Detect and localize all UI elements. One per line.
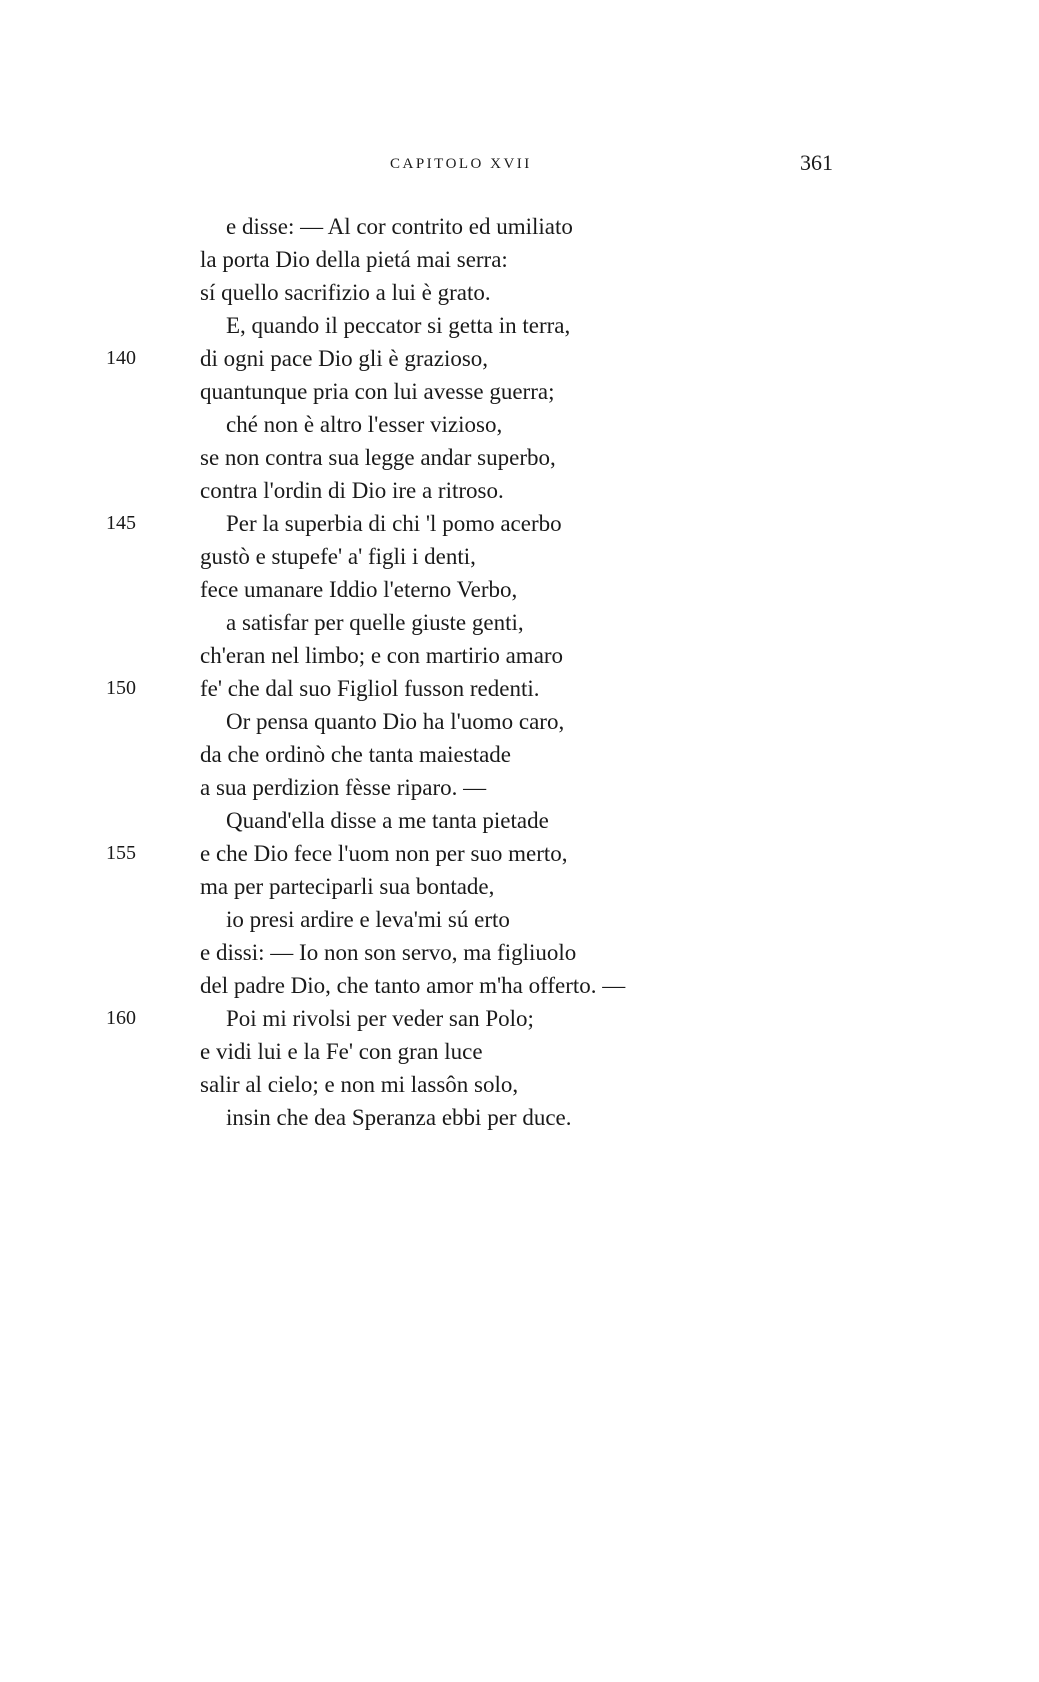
verse-text: gustò e stupefe' a' figli i denti, (200, 544, 476, 569)
verse-line (0, 309, 1039, 342)
verse-text: ché non è altro l'esser vizioso, (226, 412, 503, 437)
verse-line (0, 408, 1039, 441)
line-number: 145 (106, 512, 136, 534)
verse-text: da che ordinò che tanta maiestade (200, 742, 511, 767)
poem-text (0, 210, 1039, 1134)
verse-line (0, 672, 1039, 705)
verse-text: Per la superbia di chi 'l pomo acerbo (226, 511, 562, 536)
verse-text: Or pensa quanto Dio ha l'uomo caro, (226, 709, 565, 734)
line-number: 140 (106, 347, 136, 369)
verse-line (0, 606, 1039, 639)
verse-text: insin che dea Speranza ebbi per duce. (226, 1105, 572, 1130)
verse-line (0, 705, 1039, 738)
verse-line (0, 210, 1039, 243)
verse-line (0, 936, 1039, 969)
verse-line (0, 474, 1039, 507)
verse-line (0, 342, 1039, 375)
verse-line (0, 903, 1039, 936)
verse-text: ch'eran nel limbo; e con martirio amaro (200, 643, 564, 668)
line-number: 160 (106, 1007, 136, 1029)
verse-text: a sua perdizion fèsse riparo. — (200, 775, 487, 800)
verse-line (0, 771, 1039, 804)
verse-text: di ogni pace Dio gli è grazioso, (200, 346, 489, 371)
verse-line (0, 507, 1039, 540)
verse-text: e disse: — Al cor contrito ed umiliato (226, 214, 573, 239)
verse-text: quantunque pria con lui avesse guerra; (200, 379, 555, 404)
verse-line (0, 441, 1039, 474)
line-number: 155 (106, 842, 136, 864)
verse-line (0, 969, 1039, 1002)
verse-text: salir al cielo; e non mi lassôn solo, (200, 1072, 519, 1097)
verse-text: fe' che dal suo Figliol fusson redenti. (200, 676, 540, 701)
verse-line (0, 1101, 1039, 1134)
verse-text: fece umanare Iddio l'eterno Verbo, (200, 577, 518, 602)
verse-line (0, 639, 1039, 672)
verse-text: Poi mi rivolsi per veder san Polo; (226, 1006, 534, 1031)
verse-text: ma per parteciparli sua bontade, (200, 874, 495, 899)
verse-line (0, 804, 1039, 837)
verse-text: Quand'ella disse a me tanta pietade (226, 808, 549, 833)
verse-line (0, 276, 1039, 309)
verse-text: del padre Dio, che tanto amor m'ha offerto. — (200, 973, 626, 998)
verse-text: e dissi: — Io non son servo, ma figliuolo (200, 940, 577, 965)
verse-line (0, 243, 1039, 276)
verse-line (0, 870, 1039, 903)
verse-text: e vidi lui e la Fe' con gran luce (200, 1039, 483, 1064)
verse-text: io presi ardire e leva'mi sú erto (226, 907, 510, 932)
verse-text: E, quando il peccator si getta in terra, (226, 313, 571, 338)
verse-text: contra l'ordin di Dio ire a ritroso. (200, 478, 504, 503)
verse-text: a satisfar per quelle giuste genti, (226, 610, 524, 635)
verse-line (0, 738, 1039, 771)
verse-text: e che Dio fece l'uom non per suo merto, (200, 841, 568, 866)
verse-text: la porta Dio della pietá mai serra: (200, 247, 508, 272)
line-number: 150 (106, 677, 136, 699)
page-number: 361 (800, 150, 833, 175)
verse-text: se non contra sua legge andar superbo, (200, 445, 556, 470)
verse-line (0, 1002, 1039, 1035)
verse-line (0, 837, 1039, 870)
verse-line (0, 375, 1039, 408)
verse-text: sí quello sacrifizio a lui è grato. (200, 280, 491, 305)
verse-line (0, 540, 1039, 573)
verse-line (0, 1035, 1039, 1068)
verse-line (0, 573, 1039, 606)
running-head: CAPITOLO XVII (390, 156, 532, 172)
verse-line (0, 1068, 1039, 1101)
